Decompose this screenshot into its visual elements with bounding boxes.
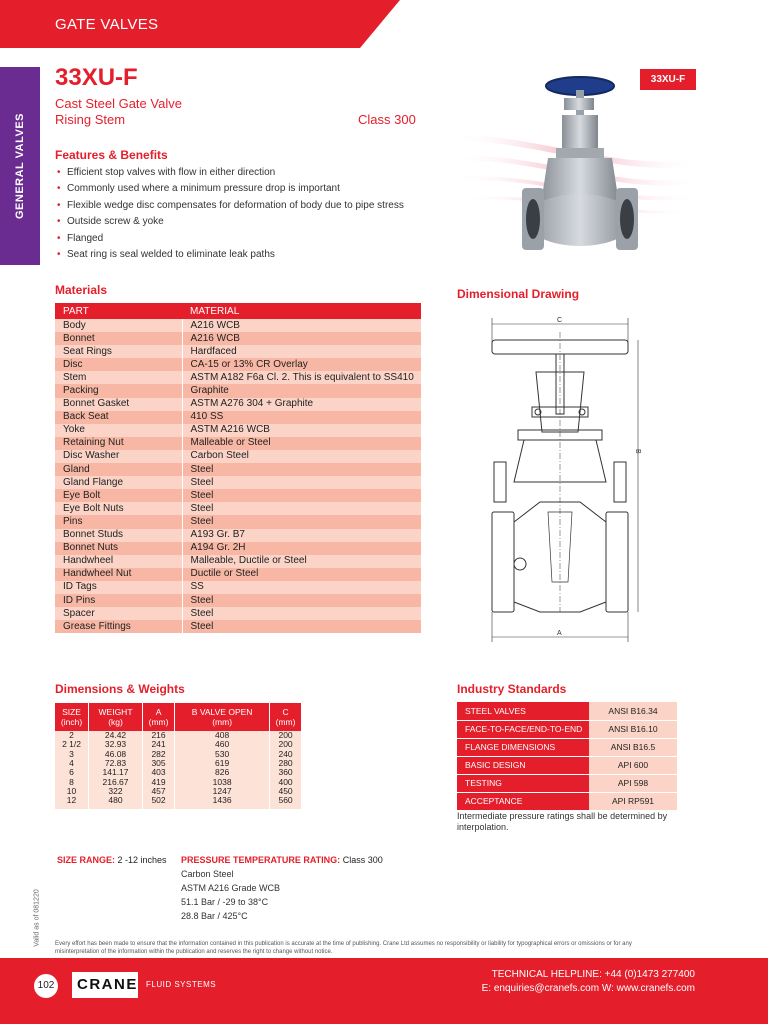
product-subtitle-line1: Cast Steel Gate Valve	[55, 96, 182, 111]
material-cell: Steel	[182, 489, 421, 502]
table-row	[55, 581, 421, 594]
part-cell: Body	[55, 319, 182, 332]
table-header-row	[55, 703, 301, 731]
feature-item: • Seat ring is seal welded to eliminate leak paths	[55, 248, 404, 264]
table-cell: 2 1/2	[55, 740, 89, 749]
standard-name: TESTING	[457, 774, 589, 792]
table-row	[55, 777, 301, 786]
table-cell: 1247	[175, 787, 270, 796]
material-cell: Steel	[182, 515, 421, 528]
table-row	[55, 319, 421, 332]
table-cell: 24.42	[89, 731, 143, 740]
table-cell: 141.17	[89, 768, 143, 777]
contact-email-web: E: enquiries@cranefs.com W: www.cranefs.com	[481, 983, 695, 994]
column-header-title: SIZE	[62, 707, 81, 717]
ptr-value: Class 300	[342, 855, 383, 865]
logo-text: CRANE	[77, 976, 138, 993]
ptr-label: PRESSURE TEMPERATURE RATING:	[181, 855, 341, 865]
part-cell: Bonnet Gasket	[55, 398, 182, 411]
table-cell: 1436	[175, 796, 270, 809]
table-cell: 322	[89, 787, 143, 796]
material-cell: Steel	[182, 594, 421, 607]
table-row	[55, 787, 301, 796]
table-cell: 46.08	[89, 750, 143, 759]
table-row	[55, 607, 421, 620]
material-cell: Hardfaced	[182, 345, 421, 358]
page-number: 102	[34, 974, 58, 998]
material-cell: A216 WCB	[182, 319, 421, 332]
table-cell: 12	[55, 796, 89, 809]
material-cell: Steel	[182, 463, 421, 476]
drawing-heading: Dimensional Drawing	[457, 287, 580, 301]
table-cell: 419	[143, 777, 175, 786]
column-header-title: B VALVE OPEN	[191, 707, 253, 717]
standards-note: Intermediate pressure ratings shall be determined by interpolation.	[457, 811, 668, 832]
table-row	[55, 555, 421, 568]
table-cell: 200	[270, 740, 301, 749]
standard-name: FLANGE DIMENSIONS	[457, 738, 589, 756]
table-row	[55, 450, 421, 463]
table-row	[55, 424, 421, 437]
table-row	[457, 720, 677, 738]
material-cell: A216 WCB	[182, 332, 421, 345]
table-cell: 480	[89, 796, 143, 809]
part-cell: Handwheel	[55, 555, 182, 568]
part-cell: Packing	[55, 384, 182, 397]
part-cell: Back Seat	[55, 411, 182, 424]
rating-line: 51.1 Bar / -29 to 38°C	[181, 897, 269, 907]
feature-item: • Commonly used where a minimum pressure drop is important	[55, 182, 404, 198]
table-cell: 408	[175, 731, 270, 740]
table-cell: 2	[55, 731, 89, 740]
material-cell: Ductile or Steel	[182, 568, 421, 581]
dimensions-heading: Dimensions & Weights	[55, 682, 185, 696]
standard-name: FACE-TO-FACE/END-TO-END	[457, 720, 589, 738]
standards-heading: Industry Standards	[457, 682, 567, 696]
pressure-temperature-rating	[181, 855, 383, 865]
part-cell: Yoke	[55, 424, 182, 437]
standards-table	[457, 702, 677, 811]
division-name: FLUID SYSTEMS	[146, 980, 217, 989]
column-header	[270, 703, 301, 731]
column-header-unit: (mm)	[148, 717, 169, 727]
product-subtitle-line2: Rising Stem	[55, 112, 126, 127]
part-cell: Stem	[55, 371, 182, 384]
table-cell: 502	[143, 796, 175, 809]
material-cell: Steel	[182, 607, 421, 620]
part-cell: Bonnet	[55, 332, 182, 345]
features-list	[55, 166, 404, 264]
table-row	[55, 489, 421, 502]
table-cell: 400	[270, 777, 301, 786]
table-cell: 360	[270, 768, 301, 777]
table-row	[55, 502, 421, 515]
standard-value: API 598	[589, 774, 677, 792]
standard-name: ACCEPTANCE	[457, 792, 589, 810]
part-cell: ID Tags	[55, 581, 182, 594]
size-range-value: 2 -12 inches	[117, 855, 167, 865]
column-header-title: C	[282, 707, 289, 717]
standard-value: API 600	[589, 756, 677, 774]
standard-value: API RP591	[589, 792, 677, 810]
table-cell: 560	[270, 796, 301, 809]
material-cell: 410 SS	[182, 411, 421, 424]
material-cell: Malleable or Steel	[182, 437, 421, 450]
table-row	[55, 398, 421, 411]
table-row	[55, 768, 301, 777]
material-cell: CA-15 or 13% CR Overlay	[182, 358, 421, 371]
table-cell: 4	[55, 759, 89, 768]
table-row	[55, 411, 421, 424]
standard-value: ANSI B16.34	[589, 702, 677, 720]
part-cell: Grease Fittings	[55, 620, 182, 633]
table-cell: 10	[55, 787, 89, 796]
table-cell: 460	[175, 740, 270, 749]
valid-as-date: Valid as of 081220	[33, 889, 41, 947]
table-cell: 216.67	[89, 777, 143, 786]
dimension-label-c: C	[557, 317, 563, 324]
table-row	[55, 542, 421, 555]
dimension-label-b: B	[634, 449, 641, 454]
product-badge: 33XU-F	[640, 69, 696, 90]
part-cell: ID Pins	[55, 594, 182, 607]
column-header: MATERIAL	[182, 303, 421, 319]
technical-helpline: TECHNICAL HELPLINE: +44 (0)1473 277400	[491, 969, 695, 980]
part-cell: Pins	[55, 515, 182, 528]
table-cell: 450	[270, 787, 301, 796]
part-cell: Disc	[55, 358, 182, 371]
material-cell: ASTM A216 WCB	[182, 424, 421, 437]
side-category-tab	[0, 67, 40, 265]
part-cell: Eye Bolt	[55, 489, 182, 502]
material-cell: Graphite	[182, 384, 421, 397]
dimensions-table	[55, 703, 301, 809]
column-header-unit: (inch)	[60, 717, 83, 727]
part-cell: Disc Washer	[55, 450, 182, 463]
product-code: 33XU-F	[55, 64, 138, 91]
table-row	[457, 756, 677, 774]
column-header	[55, 703, 89, 731]
table-row	[55, 437, 421, 450]
table-row	[55, 358, 421, 371]
table-row	[55, 463, 421, 476]
table-row	[55, 345, 421, 358]
size-range-label: SIZE RANGE:	[57, 855, 116, 865]
table-header-row	[55, 303, 421, 319]
table-cell: 240	[270, 750, 301, 759]
table-row	[55, 332, 421, 345]
table-cell: 216	[143, 731, 175, 740]
feature-item: • Efficient stop valves with flow in either direction	[55, 166, 404, 182]
column-header	[175, 703, 270, 731]
standard-name: BASIC DESIGN	[457, 756, 589, 774]
feature-item: • Outside screw & yoke	[55, 215, 404, 231]
part-cell: Handwheel Nut	[55, 568, 182, 581]
table-cell: 403	[143, 768, 175, 777]
column-header-title: A	[155, 707, 162, 717]
table-row	[55, 740, 301, 749]
table-cell: 241	[143, 740, 175, 749]
rating-line: ASTM A216 Grade WCB	[181, 883, 281, 893]
size-range	[57, 855, 167, 865]
material-cell: Steel	[182, 476, 421, 489]
table-cell: 282	[143, 750, 175, 759]
crane-logo	[72, 972, 138, 998]
feature-item: • Flexible wedge disc compensates for deformation of body due to pipe stress	[55, 199, 404, 215]
table-row	[55, 371, 421, 384]
materials-heading: Materials	[55, 283, 108, 297]
table-row	[457, 738, 677, 756]
column-header-unit: (kg)	[108, 717, 123, 727]
table-cell: 8	[55, 777, 89, 786]
standard-value: ANSI B16.5	[589, 738, 677, 756]
part-cell: Bonnet Studs	[55, 529, 182, 542]
table-row	[55, 476, 421, 489]
table-cell: 72.83	[89, 759, 143, 768]
table-row	[55, 731, 301, 740]
material-cell: Steel	[182, 620, 421, 633]
column-header-unit: (mm)	[275, 717, 296, 727]
material-cell: SS	[182, 581, 421, 594]
table-cell: 619	[175, 759, 270, 768]
dimension-label-a: A	[557, 630, 562, 637]
table-row	[55, 568, 421, 581]
table-cell: 826	[175, 768, 270, 777]
part-cell: Gland Flange	[55, 476, 182, 489]
material-cell: Malleable, Ductile or Steel	[182, 555, 421, 568]
section-title: GATE VALVES	[55, 16, 159, 33]
table-cell: 1038	[175, 777, 270, 786]
table-cell: 280	[270, 759, 301, 768]
table-row	[55, 594, 421, 607]
table-cell: 3	[55, 750, 89, 759]
table-row	[457, 702, 677, 720]
table-row	[55, 759, 301, 768]
material-cell: Carbon Steel	[182, 450, 421, 463]
table-cell: 6	[55, 768, 89, 777]
material-cell: A194 Gr. 2H	[182, 542, 421, 555]
table-cell: 305	[143, 759, 175, 768]
material-cell: Steel	[182, 502, 421, 515]
column-header-unit: (mm)	[212, 717, 233, 727]
material-cell: ASTM A182 F6a Cl. 2. This is equivalent to SS410	[182, 371, 421, 384]
table-row	[55, 750, 301, 759]
material-cell: ASTM A276 304 + Graphite	[182, 398, 421, 411]
part-cell: Gland	[55, 463, 182, 476]
product-class: Class 300	[358, 112, 416, 127]
column-header	[143, 703, 175, 731]
disclaimer: Every effort has been made to ensure that the information contained in this publication is accurate at the time of publishing. Crane Ltd assumes no responsibility or liability for typographical errors or omissions or for any misinterpretation of the information within the publication and reserves the right to change without notice.	[55, 941, 632, 955]
table-row	[55, 515, 421, 528]
rating-line: 28.8 Bar / 425°C	[181, 911, 248, 921]
table-row	[457, 774, 677, 792]
side-tab-label: GENERAL VALVES	[14, 112, 26, 220]
table-cell: 32.93	[89, 740, 143, 749]
feature-item: • Flanged	[55, 232, 404, 248]
part-cell: Retaining Nut	[55, 437, 182, 450]
table-row	[55, 620, 421, 633]
material-cell: A193 Gr. B7	[182, 529, 421, 542]
table-row	[457, 792, 677, 810]
standard-value: ANSI B16.10	[589, 720, 677, 738]
materials-table	[55, 303, 421, 633]
rating-line: Carbon Steel	[181, 869, 234, 879]
table-row	[55, 796, 301, 809]
valve-product-image	[452, 70, 702, 270]
column-header: PART	[55, 303, 182, 319]
part-cell: Spacer	[55, 607, 182, 620]
table-cell: 200	[270, 731, 301, 740]
standard-name: STEEL VALVES	[457, 702, 589, 720]
part-cell: Seat Rings	[55, 345, 182, 358]
table-cell: 457	[143, 787, 175, 796]
features-heading: Features & Benefits	[55, 148, 168, 162]
table-row	[55, 529, 421, 542]
dimensional-drawing	[478, 312, 648, 652]
column-header-title: WEIGHT	[98, 707, 133, 717]
column-header	[89, 703, 143, 731]
part-cell: Eye Bolt Nuts	[55, 502, 182, 515]
table-cell: 530	[175, 750, 270, 759]
part-cell: Bonnet Nuts	[55, 542, 182, 555]
table-row	[55, 384, 421, 397]
